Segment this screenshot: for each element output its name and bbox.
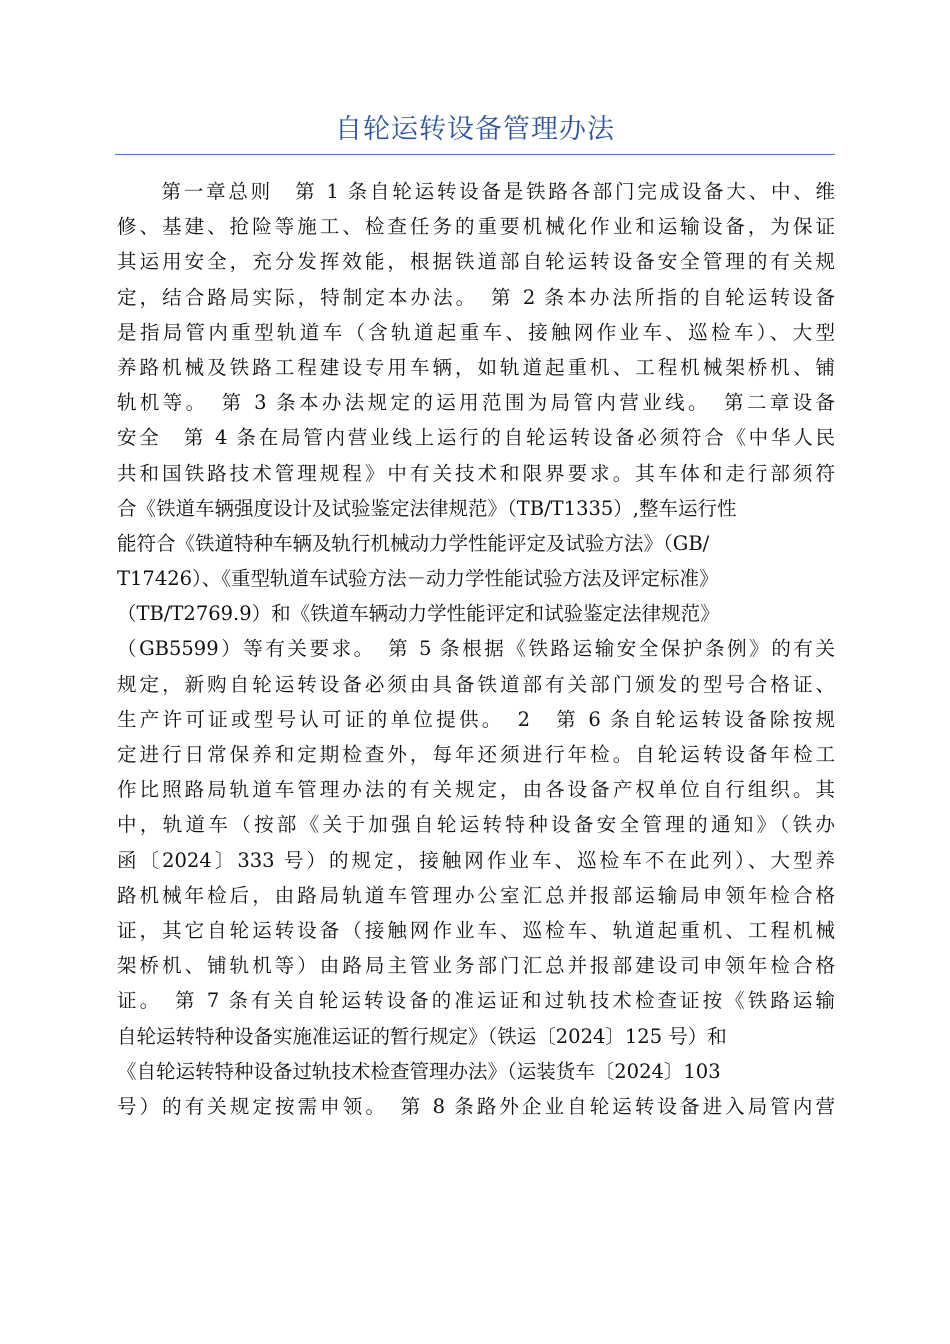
body-line: 定，结合路局实际，特制定本办法。 第 2 条本办法所指的自轮运转设备 [117,285,835,309]
document-body [117,174,835,1124]
body-line: 是指局管内重型轨道车（含轨道起重车、接触网作业车、巡检车）、大型 [117,320,835,344]
body-line: 号）的有关规定按需申领。 第 8 条路外企业自轮运转设备进入局管内营 [117,1094,835,1118]
body-line: （GB5599）等有关要求。 第 5 条根据《铁路运输安全保护条例》的有关 [117,637,835,661]
body-line: 中，轨道车（按部《关于加强自轮运转特种设备安全管理的通知》（铁办 [117,813,835,837]
body-line: 安全 第 4 条在局管内营业线上运行的自轮运转设备必须符合《中华人民 [117,426,835,450]
body-line: 证。 第 7 条有关自轮运转设备的准运证和过轨技术检查证按《铁路运输 [117,989,835,1013]
body-line: 规定，新购自轮运转设备必须由具备铁道部有关部门颁发的型号合格证、 [117,672,835,696]
body-line: 轨机等。 第 3 条本办法规定的运用范围为局管内营业线。 第二章设备 [117,391,835,415]
body-line: 第一章总则 第 1 条自轮运转设备是铁路各部门完成设备大、中、维 [117,180,835,203]
document-title: 自轮运转设备管理办法 [335,114,615,145]
body-line: 路机械年检后，由路局轨道车管理办公室汇总并报部运输局申领年检合格 [117,883,835,907]
body-line: 函〔2024〕333 号）的规定，接触网作业车、巡检车不在此列）、大型养 [117,848,835,872]
body-line: 共和国铁路技术管理规程》中有关技术和限界要求。其车体和走行部须符 [117,461,835,485]
body-line: 架桥机、铺轨机等）由路局主管业务部门汇总并报部建设司申领年检合格 [117,954,835,978]
body-line: 其运用安全，充分发挥效能，根据铁道部自轮运转设备安全管理的有关规 [117,250,835,274]
body-line: 作比照路局轨道车管理办法的有关规定，由各设备产权单位自行组织。其 [117,778,835,802]
body-line: T17426）、《重型轨道车试验方法－动力学性能试验方法及评定标准》 [117,567,719,591]
body-line: （TB/T2769.9）和《铁道车辆动力学性能评定和试验鉴定法律规范》 [117,602,720,626]
title-underline [115,154,835,155]
body-line: 合《铁道车辆强度设计及试验鉴定法律规范》（TB/T1335）,整车运行性 [117,496,737,520]
body-line: 能符合《铁道特种车辆及轨行机械动力学性能评定及试验方法》（GB/ [117,531,710,555]
body-line: 定进行日常保养和定期检查外，每年还须进行年检。自轮运转设备年检工 [117,743,835,766]
body-line: 《自轮运转特种设备过轨技术检查管理办法》（运装货车〔2024〕103 [117,1059,721,1083]
body-line: 修、基建、抢险等施工、检查任务的重要机械化作业和运输设备，为保证 [117,215,835,239]
body-line: 证，其它自轮运转设备（接触网作业车、巡检车、轨道起重机、工程机械 [117,918,835,942]
body-line: 养路机械及铁路工程建设专用车辆，如轨道起重机、工程机械架桥机、铺 [117,355,835,379]
body-line: 自轮运转特种设备实施准运证的暂行规定》（铁运〔2024〕125 号）和 [117,1024,727,1048]
body-line: 生产许可证或型号认可证的单位提供。 2 第 6 条自轮运转设备除按规 [117,707,835,731]
